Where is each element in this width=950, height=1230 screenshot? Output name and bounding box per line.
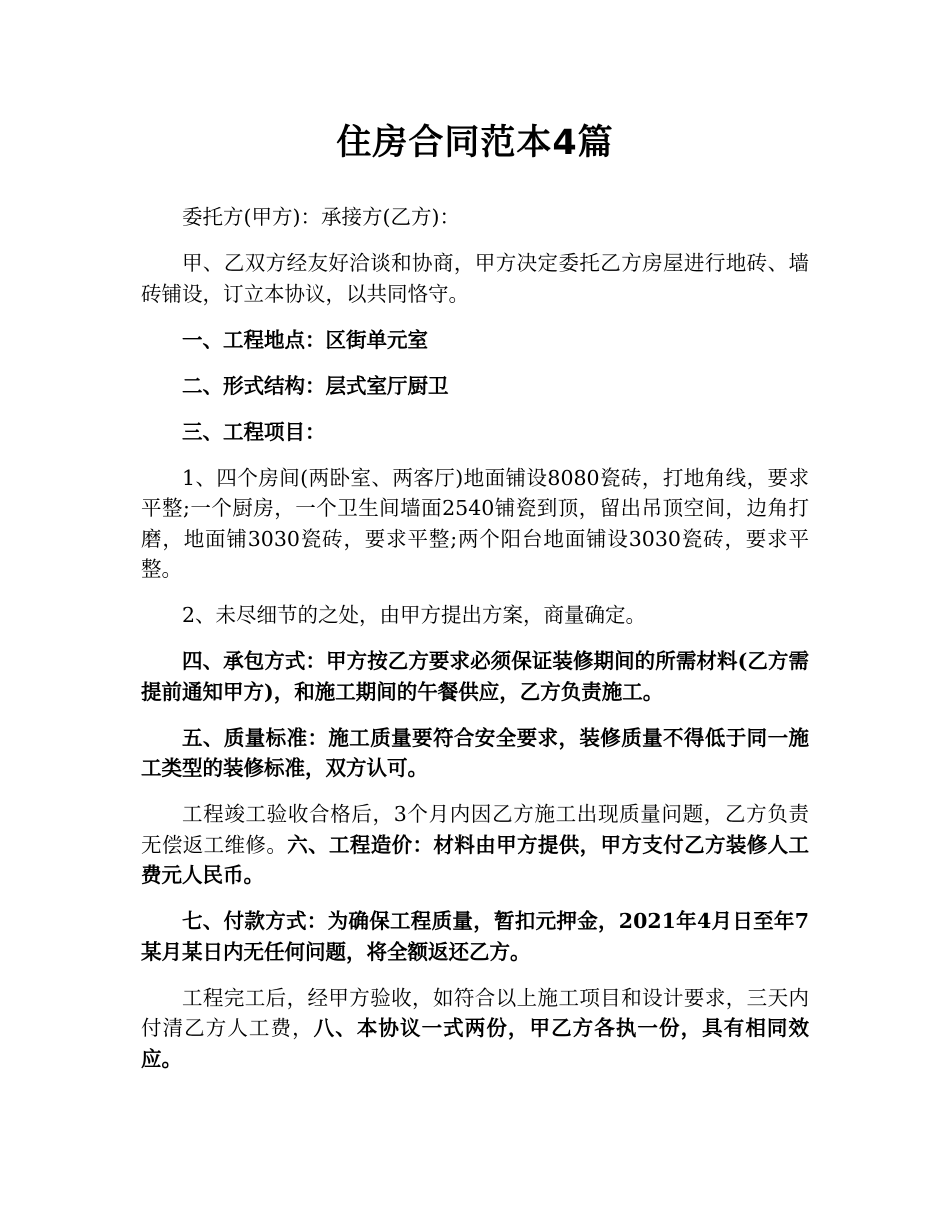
clause-payment-method: 七、付款方式：为确保工程质量，暂扣元押金，2021年4月日至年7某月某日内无任何问题，将全额返还乙方。 (141, 909, 809, 964)
clause-contract-method: 四、承包方式：甲方按乙方要求必须保证装修期间的所需材料(乙方需提前通知甲方)，和施工期间的午餐供应，乙方负责施工。 (141, 649, 809, 704)
warranty-text: 工程竣工验收合格后，3个月内因乙方施工出现质量问题，乙方负责无偿返工维修。 (141, 802, 809, 857)
clause-project-items: 三、工程项目： (182, 419, 326, 444)
paragraph-item-1: 1、四个房间(两卧室、两客厅)地面铺设8080瓷砖，打地角线，要求平整;一个厨房，一个卫生间墙面2540铺瓷到顶，留出吊顶空间，边角打磨，地面铺3030瓷砖，要求平整;两个阳台地面铺设3030瓷砖，要求平整。 (141, 465, 809, 581)
document-title: 住房合同范本4篇 (336, 123, 614, 163)
completion-text: 工程完工后，经甲方验收，如符合以上施工项目和设计要求，三天内付清乙方人工费， (141, 985, 809, 1040)
paragraph-completion-and-copies (141, 983, 809, 1075)
clause-project-cost: 六、工程造价：材料由甲方提供，甲方支付乙方装修人工费元人民币。 (141, 832, 810, 887)
paragraph-warranty-and-cost (141, 799, 809, 891)
paragraph-intro: 甲、乙双方经友好洽谈和协商，甲方决定委托乙方房屋进行地砖、墙砖铺设，订立本协议，以共同恪守。 (141, 251, 809, 306)
clause-quality-standard: 五、质量标准：施工质量要符合安全要求，装修质量不得低于同一施工类型的装修标准，双方认可。 (141, 725, 809, 780)
clause-location: 一、工程地点：区街单元室 (182, 327, 428, 352)
clause-structure: 二、形式结构：层式室厅厨卫 (182, 373, 449, 398)
paragraph-parties: 委托方(甲方)：承接方(乙方)： (182, 205, 460, 229)
paragraph-item-2: 2、未尽细节的之处，由甲方提出方案，商量确定。 (182, 603, 647, 627)
clause-copies: 八、本协议一式两份，甲乙方各执一份，具有相同效应。 (141, 1016, 810, 1071)
document-body (141, 202, 809, 1090)
